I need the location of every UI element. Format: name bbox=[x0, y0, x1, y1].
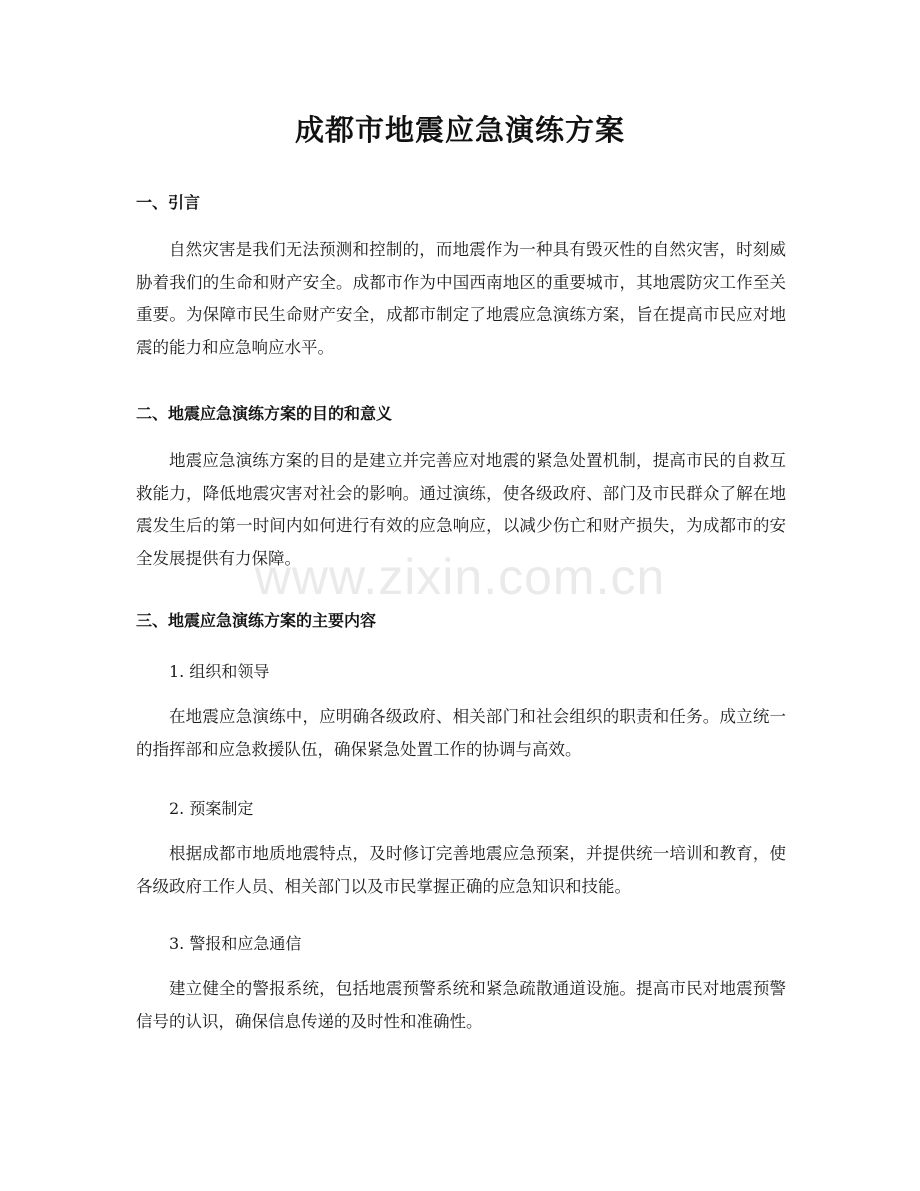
section-paragraph-introduction: 自然灾害是我们无法预测和控制的，而地震作为一种具有毁灭性的自然灾害，时刻威胁着我们的生命和财产安全。成都市作为中国西南地区的重要城市，其地震防灾工作至关重要。为保障市民生命财产安全，成都市制定了地震应急演练方案，旨在提高市民应对地震的能力和应急响应水平。 bbox=[136, 240, 786, 357]
item-label-organization: 1. 组织和领导 bbox=[169, 662, 270, 681]
watermark: www.zixin.com.cn bbox=[254, 549, 666, 605]
item-label-plan: 2. 预案制定 bbox=[169, 799, 254, 818]
document-title: 成都市地震应急演练方案 bbox=[294, 113, 625, 147]
section-heading-purpose: 二、地震应急演练方案的目的和意义 bbox=[136, 404, 393, 423]
section-paragraph-purpose: 地震应急演练方案的目的是建立并完善应对地震的紧急处置机制，提高市民的自救互救能力，降低地震灾害对社会的影响。通过演练，使各级政府、部门及市民群众了解在地震发生后的第一时间内如何进行有效的应急响应，以减少伤亡和财产损失，为成都市的安全发展提供有力保障。 bbox=[136, 451, 786, 568]
section-heading-introduction: 一、引言 bbox=[136, 193, 201, 212]
item-paragraph-alarm: 建立健全的警报系统，包括地震预警系统和紧急疏散通道设施。提高市民对地震预警信号的认识，确保信息传递的及时性和准确性。 bbox=[136, 979, 786, 1031]
section-heading-main-content: 三、地震应急演练方案的主要内容 bbox=[136, 611, 377, 630]
item-label-alarm: 3. 警报和应急通信 bbox=[169, 934, 302, 953]
item-paragraph-organization: 在地震应急演练中，应明确各级政府、相关部门和社会组织的职责和任务。成立统一的指挥部和应急救援队伍，确保紧急处置工作的协调与高效。 bbox=[136, 707, 786, 759]
item-paragraph-plan: 根据成都市地质地震特点，及时修订完善地震应急预案，并提供统一培训和教育，使各级政府工作人员、相关部门以及市民掌握正确的应急知识和技能。 bbox=[136, 844, 786, 896]
